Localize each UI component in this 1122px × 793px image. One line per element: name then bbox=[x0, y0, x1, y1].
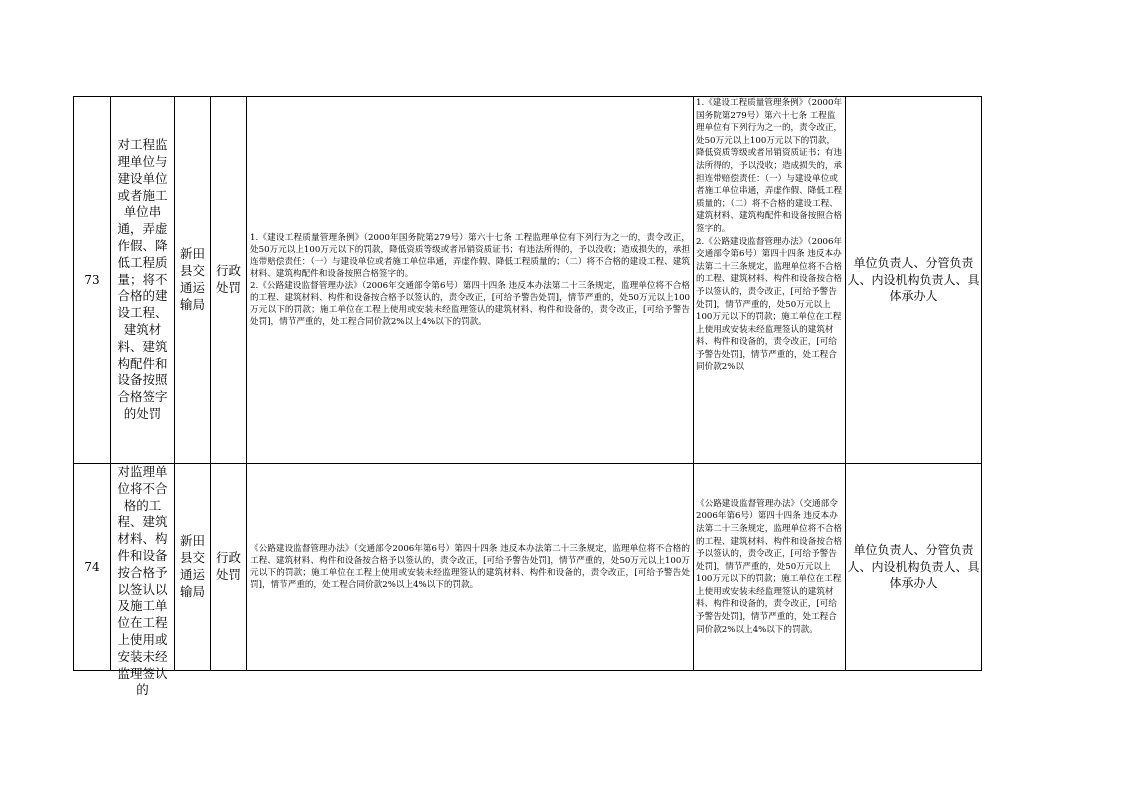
item-name: 对工程监理单位与建设单位或者施工单位串通，弄虚作假、降低工程质量；将不合格的建设工程、建筑材料、建筑构配件和设备按照合格签字的处罚 bbox=[111, 97, 175, 464]
responsible-persons: 单位负责人、分管负责人、内设机构负责人、具体承办人 bbox=[846, 97, 982, 464]
row-number: 73 bbox=[74, 97, 111, 464]
responsibility-para: 《公路建设监督管理办法》（交通部令2006年第6号）第四十四条 违反本办法第二十三条规定，监理单位将不合格的工程、建筑材料、构件和设备按合格予以签认的，责令改正，[可给予警告处罚]，情节严重的，处50万元以上100万元以下的罚款；施工单位在工程上使用或安装未经监理签认的建筑材料、构件和设备的，责令改正，[可给予警告处罚]，情节严重的，处工程合同价款2%以上4%以下的罚款。 bbox=[696, 498, 843, 635]
enforcement-org: 新田县交通运输局 bbox=[175, 97, 211, 464]
table-row bbox=[74, 464, 982, 671]
responsible-persons: 单位负责人、分管负责人、内设机构负责人、具体承办人 bbox=[846, 464, 982, 671]
table-row bbox=[74, 97, 982, 464]
item-name: 对监理单位将不合格的工程、建筑材料、构件和设备按合格予以签认以及施工单位在工程上使用或安装未经监理签认的 bbox=[111, 464, 175, 671]
power-type: 行政处罚 bbox=[211, 464, 247, 671]
responsibility-basis bbox=[694, 464, 846, 671]
responsibility-para: 2.《公路建设监督管理办法》（2006年交通部令第6号）第四十四条 违反本办法第二十三条规定，监理单位将不合格的工程、建筑材料、构件和设备按合格予以签认的，责令改正，[可给予警告处罚]，情节严重的，处50万元以上100万元以下的罚款；施工单位在工程上使用或安装未经监理签认的建筑材料、构件和设备的，责令改正，[可给予警告处罚]，情节严重的，处工程合同价款2%以 bbox=[696, 236, 843, 373]
responsibility-para: 1.《建设工程质量管理条例》（2000年国务院第279号）第六十七条 工程监理单位有下列行为之一的，责令改正，处50万元以上100万元以下的罚款，降低资质等级或者吊销资质证书；有违法所得的，予以没收；造成损失的，承担连带赔偿责任：（一）与建设单位或者施工单位串通，弄虚作假、降低工程质量的；（二）将不合格的建设工程、建筑材料、建筑构配件和设备按照合格签字的。 bbox=[696, 98, 843, 234]
legal-basis-para: 1.《建设工程质量管理条例》（2000年国务院第279号）第六十七条 工程监理单位有下列行为之一的，责令改正，处50万元以上100万元以下的罚款，降低资质等级或者吊销资质证书；有违法所得的，予以没收；造成损失的，承担连带赔偿责任：（一）与建设单位或者施工单位串通，弄虚作假、降低工程质量的；（二）将不合格的建设工程、建筑材料、建筑构配件和设备按照合格签字的。 bbox=[250, 233, 690, 279]
enforcement-org: 新田县交通运输局 bbox=[175, 464, 211, 671]
power-type: 行政处罚 bbox=[211, 97, 247, 464]
legal-basis: 《公路建设监督管理办法》（交通部令2006年第6号）第四十四条 违反本办法第二十三条规定，监理单位将不合格的工程、建筑材料、构件和设备按合格予以签认的，责令改正，[可给予警告处罚]，情节严重的，处50万元以上100万元以下的罚款；施工单位在工程上使用或安装未经监理签认的建筑材料、构件和设备的，责令改正，[可给予警告处罚]，情节严重的，处工程合同价款2%以上4%以下的罚款。 bbox=[247, 464, 694, 671]
row-number: 74 bbox=[74, 464, 111, 671]
legal-basis-para: 2.《公路建设监督管理办法》（2006年交通部令第6号）第四十四条 违反本办法第二十三条规定，监理单位将不合格的工程、建筑材料、构件和设备按合格予以签认的，责令改正，[可给予警告处罚]，情节严重的，处50万元以上100万元以下的罚款；施工单位在工程上使用或安装未经监理签认的建筑材料、构件和设备的，责令改正，[可给予警告处罚]，情节严重的，处工程合同价款2%以上4%以下的罚款。 bbox=[250, 281, 690, 327]
enforcement-table bbox=[73, 96, 982, 698]
responsibility-basis bbox=[694, 97, 846, 464]
legal-basis bbox=[247, 97, 694, 464]
